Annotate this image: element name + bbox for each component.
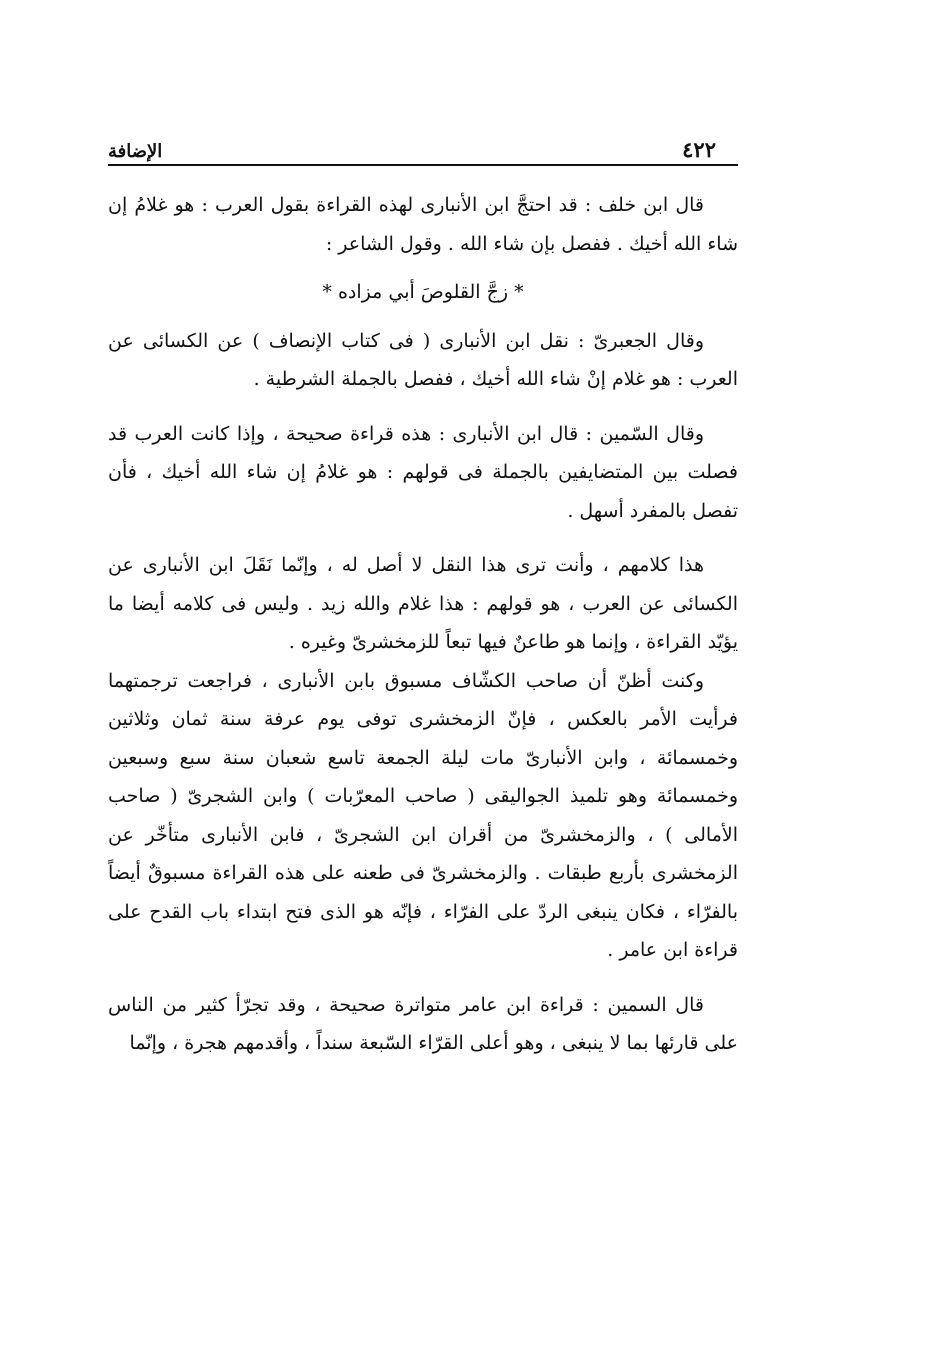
verse-line: * زجَّ القلوصَ أبي مزاده *	[322, 281, 524, 303]
section-title: الإضافة	[108, 141, 163, 162]
header-rule	[108, 164, 738, 166]
paragraph-samin: وقال السّمين : قال ابن الأنبارى : هذه قراءة صحيحة ، وإذا كانت العرب قد فصلت بين المتضايفين بالجملة فى قولهم : هو غلامُ إن شاء الله أخيك ، فأن تفصل بالمفرد أسهل .	[108, 422, 738, 522]
paragraph-jabari: وقال الجعبرىّ : نقل ابن الأنبارى ( فى كتاب الإنصاف ) عن الكسائى عن العرب : هو غلام إنْ شاء الله أخيك ، ففصل بالجملة الشرطية .	[108, 329, 738, 390]
page-number: ٤٢٢	[682, 137, 716, 162]
paragraph-ibn-khalaf: قال ابن خلف : قد احتجَّ ابن الأنبارى لهذه القراءة بقول العرب : هو غلامُ إن شاء الله أخيك . ففصل بإن شاء الله . وقول الشاعر :	[108, 194, 738, 255]
body-text	[108, 186, 738, 1063]
paragraph-samin-second: قال السمين : قراءة ابن عامر متواترة صحيحة ، وقد تجرّأ كثير من الناس على قارئها بما لا ينبغى ، وهو أعلى القرّاء السّبعة سنداً ، وأقدمهم هجرة ، وإنّما	[108, 993, 738, 1054]
paragraph-biography: وكنت أظنّ أن صاحب الكشّاف مسبوق بابن الأنبارى ، فراجعت ترجمتهما فرأيت الأمر بالعكس ، فإنّ الزمخشرى توفى يوم عرفة سنة ثمان وثلاثين وخمسمائة ، وابن الأنبارىّ مات ليلة الجمعة تاسع شعبان سنة سبع وسبعين وخمسمائة وهو تلميذ الجواليقى ( صاحب المعرّبات ) وابن الشجرىّ ( صاحب الأمالى ) ، والزمخشرىّ من أقران ابن الشجرىّ ، فابن الأنبارى متأخّر عن الزمخشرى بأربع طبقات . والزمخشرىّ فى طعنه على هذه القراءة مسبوقٌ أيضاً بالفرّاء ، فكان ينبغى الردّ على الفرّاء ، فإنّه هو الذى فتح ابتداء باب القدح على قراءة ابن عامر .	[108, 669, 738, 961]
page-header	[108, 122, 738, 162]
paragraph-commentary: هذا كلامهم ، وأنت ترى هذا النقل لا أصل له ، وإنّما نَقَلَ ابن الأنبارى عن الكسائى عن العرب ، هو قولهم : هذا غلام والله زيد . وليس فى كلامه أيضا ما يؤيّد القراءة ، وإنما هو طاعنٌ فيها تبعاً للزمخشرىّ وغيره .	[108, 554, 738, 653]
